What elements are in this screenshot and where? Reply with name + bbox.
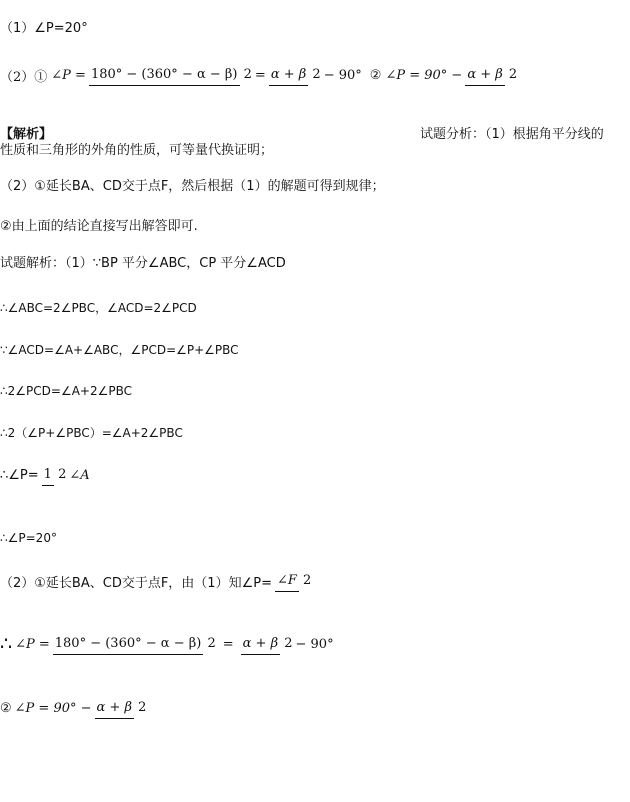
answer-part2-fraction-1 [89, 64, 252, 86]
fraction-denominator: 2 [284, 636, 293, 651]
circle-two: ② [369, 67, 382, 83]
fraction-denominator: 2 [243, 67, 252, 82]
analysis-line-3: ②由上面的结论直接写出解答即可. [0, 219, 198, 234]
step-6-suffix: ∠A [69, 467, 90, 483]
fraction-numerator: α + β [95, 699, 134, 719]
fraction-numerator: α + β [269, 66, 308, 86]
equals-sign: = [222, 636, 234, 652]
solution-step-7: ∴∠P=20° [0, 531, 57, 545]
fraction-denominator: 2 [303, 573, 312, 588]
analysis-line-1: 性质和三角形的外角的性质，可等量代换证明； [0, 143, 274, 158]
fraction-denominator: 2 [312, 67, 321, 82]
answer-part2-lhs-2: ∠P = 90° − [385, 67, 463, 83]
fraction-numerator: α + β [465, 66, 504, 86]
solution-step-3: ∵∠ACD=∠A+∠ABC，∠PCD=∠P+∠PBC [0, 343, 239, 357]
fraction-denominator: 2 [138, 700, 147, 715]
fraction-numerator: 1 [42, 466, 54, 486]
step-8-prefix: （2）①延长BA、CD交于点F，由（1）知∠P= [0, 575, 272, 591]
answer-part2-prefix: （2）① [0, 69, 48, 85]
solution-step-4: ∴2∠PCD=∠A+2∠PBC [0, 384, 132, 398]
solution-step-8 [0, 570, 314, 592]
answer-part2-fraction-2 [269, 64, 321, 86]
step-10-prefix: ② [0, 700, 12, 716]
fraction-numerator: α + β [241, 635, 280, 655]
fraction-numerator: 180° − (360° − α − β) [89, 66, 240, 86]
fraction-numerator: ∠F [275, 572, 299, 592]
answer-part2-fraction-3 [465, 64, 517, 86]
fraction-denominator: 2 [58, 467, 67, 482]
answer-part1: （1）∠P=20° [0, 21, 88, 36]
solution-step-10 [0, 697, 149, 719]
step-10-fraction [95, 697, 147, 719]
fraction-numerator: 180° − (360° − α − β) [53, 635, 204, 655]
step-9-fraction-1 [53, 633, 216, 655]
solution-step-1: 试题解析：（1）∵BP 平分∠ABC，CP 平分∠ACD [0, 256, 286, 271]
analysis-heading: 【解析】 [0, 127, 53, 142]
minus-90: − 90° [323, 67, 362, 83]
step-8-fraction [275, 570, 311, 592]
answer-part2-formula [0, 64, 520, 86]
answer-part2-lhs: ∠P = [51, 67, 86, 83]
analysis-line-2: （2）①延长BA、CD交于点F，然后根据（1）的解题可得到规律； [0, 179, 385, 194]
fraction-denominator: 2 [508, 67, 518, 82]
step-9-lhs: ∠P = [15, 636, 50, 652]
fraction-denominator: 2 [207, 636, 216, 651]
step-10-lhs: ∠P = 90° − [14, 700, 92, 716]
analysis-intro: 试题分析：（1）根据角平分线的 [420, 127, 604, 142]
step-9-fraction-2 [241, 633, 293, 655]
equals-sign: = [254, 67, 266, 83]
solution-step-2: ∴∠ABC=2∠PBC，∠ACD=2∠PCD [0, 301, 197, 315]
solution-step-5: ∴2（∠P+∠PBC）=∠A+2∠PBC [0, 426, 183, 440]
solution-step-6 [0, 464, 90, 486]
solution-step-9 [0, 633, 334, 655]
step-6-prefix: ∴∠P= [0, 467, 39, 483]
step-6-fraction [42, 464, 67, 486]
step-9-prefix: ∴ [0, 633, 13, 655]
step-9-suffix: − 90° [295, 636, 334, 652]
